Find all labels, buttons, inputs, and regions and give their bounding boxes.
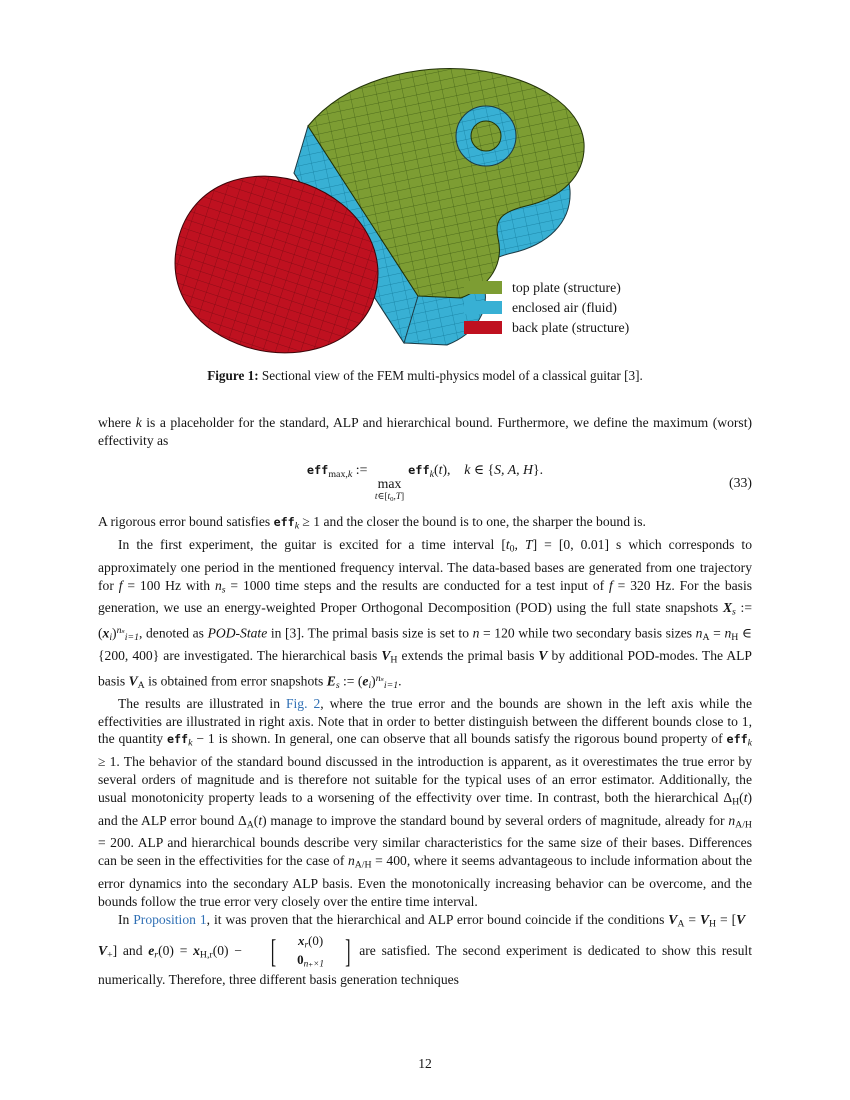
legend-swatch-enclosed-air <box>464 301 502 314</box>
inline-column-matrix: [ $x_r(0)$ $0_{n_+\times 1}$ ] <box>270 931 351 970</box>
paragraph-1: where k is a placeholder for the standard, ALP and hierarchical bound. Furthermore, we define the maximum (worst) effectivity as <box>98 415 752 448</box>
legend-label: top plate (structure) <box>512 280 621 295</box>
equation-body: eff$_{max,k}$ := max $t\in[t_0,T]$ eff$_k$(t), k ∈ {S, A, H}. <box>306 461 544 503</box>
figure-caption-text: Sectional view of the FEM multi-physics model of a classical guitar [3]. <box>258 368 643 383</box>
figure-caption-label: Figure 1: <box>207 368 259 383</box>
paragraph-3: In the first experiment, the guitar is excited for a time interval [$t_0$, T] = [0, 0.01] s which corresponds to approximately one period in the mentioned frequency interval. The data-based bases are generated from one trajectory for f = 100 Hz with $n_s = 1000$ time steps and the results are conducted for a test input of f = 320 Hz. For the basis generation, we use an energy-weighted Proper Orthogonal Decomposition (POD) using the full state snapshots $X_s$ := $(x_i)^{n_s}_{i=1}$, denoted as POD-State in [3]. The primal basis size is set to n = 120 while two secondary basis sizes $n_A = n_H$ ∈ {200, 400} are investigated. The hierarchical basis $V_H$ extends the primal basis V by additional POD-modes. The ALP basis $V_A$ is obtained from error snapshots $E_s$ := $(e_i)^{n_s}_{i=1}$. <box>98 537 753 691</box>
legend-label: enclosed air (fluid) <box>512 300 617 315</box>
legend-item-enclosed-air <box>464 300 629 315</box>
equation-33 <box>98 462 752 504</box>
equation-number: (33) <box>729 474 752 490</box>
paragraph-2: A rigorous error bound satisfies eff$_k$ ≥ 1 and the closer the bound is to one, the sharper the bound is. <box>98 514 646 533</box>
legend-swatch-back-plate <box>464 321 502 334</box>
page-number: 12 <box>418 1056 432 1071</box>
paragraph-4: The results are illustrated in Fig. 2, where the true error and the bounds are shown in the left axis while the effectivities are illustrated in right axis. Note that in order to better distinguish between the different bounds close to 1, the quantity eff$_k$ − 1 is shown. In general, one can observe that all bounds satisfy the rigorous bound property of eff$_k$ ≥ 1. The behavior of the standard bound discussed in the introduction is apparent, as it overestimates the true error by several orders of magnitude and is therefore not suitable for the typical uses of an error estimator. Additionally, the usual monotonicity property leads to a worsening of the effectivity over time. In contrast, both the hierarchical $\Delta_H(t)$ and the ALP error bound $\Delta_A(t)$ manage to improve the standard bound by several orders of magnitude, already for $n_{A/H} = 200$. ALP and hierarchical bounds describe very similar characteristics for the same size of their bases. Differences can be seen in the effectivities for the case of $n_{A/H} = 400$, where it seems advantageous to include information about the error dynamics into the secondary ALP basis. Even the monotonically increasing behavior can be overcome, and the bounds follow the true error very closely over the entire time interval. <box>98 695 752 909</box>
legend-item-top-plate <box>464 280 629 295</box>
legend-swatch-top-plate <box>464 281 502 294</box>
sound-hole <box>456 106 516 166</box>
ref-link[interactable]: Fig. 2 <box>285 695 321 711</box>
paragraph-5: In Proposition 1, it was proven that the hierarchical and ALP error bound coincide if the conditions $V_A = V_H = [V$ $V_+$] and $e_r(0) = x_{H,r}(0)$ − [ $x_r(0)$ $0_{n_+\times 1}$ ] are satisfied. The second experiment is dedicated to show this result numerically. Therefore, three different basis generation techniques <box>98 911 752 987</box>
figure-caption <box>98 368 752 384</box>
max-operator: max $t\in[t_0,T]$ <box>374 476 405 503</box>
figure-legend <box>464 280 629 340</box>
legend-label: back plate (structure) <box>512 320 630 335</box>
legend-item-back-plate <box>464 320 629 335</box>
ref-link[interactable]: Proposition 1 <box>133 911 207 927</box>
figure-1 <box>98 58 752 356</box>
